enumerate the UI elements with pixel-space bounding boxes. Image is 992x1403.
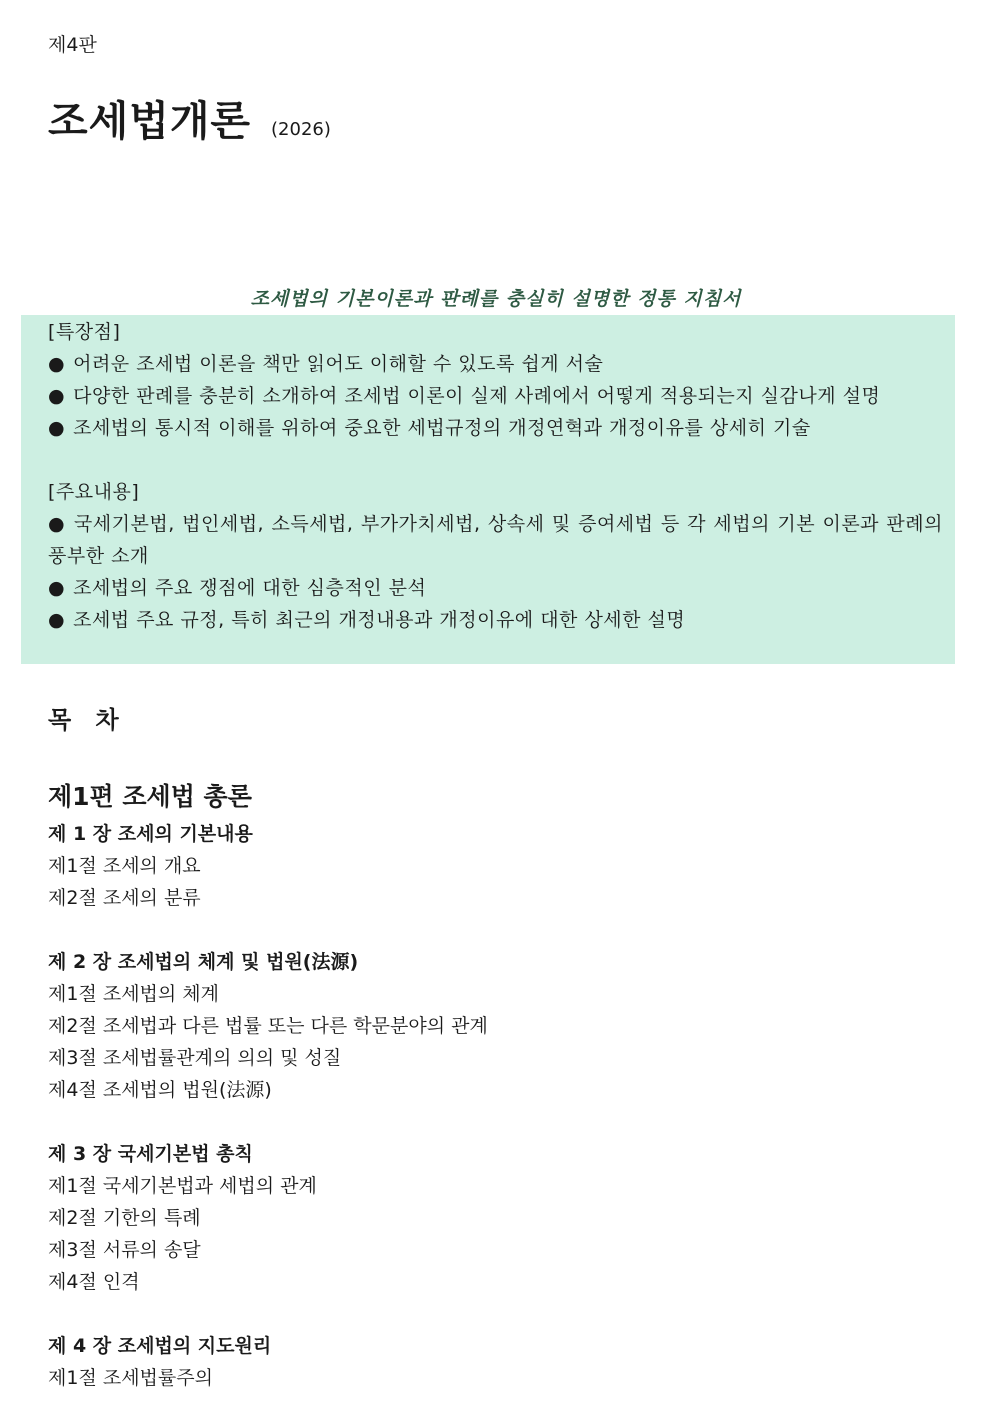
feature-item: ● 다양한 판례를 충분히 소개하여 조세법 이론이 실제 사례에서 어떻게 적용되는지 실감나게 설명	[48, 385, 881, 407]
toc-section: 제4절 조세법의 법원(法源)	[48, 1079, 272, 1101]
toc-section: 제1절 조세의 개요	[48, 855, 201, 877]
book-title: 조세법개론	[48, 97, 252, 145]
bullet-icon: ●	[48, 609, 66, 631]
bullet-icon: ●	[48, 353, 66, 375]
toc-chapter: 제 2 장 조세법의 체계 및 법원(法源)	[48, 951, 359, 973]
table-of-contents	[48, 780, 928, 1394]
bullet-icon: ●	[48, 385, 66, 407]
toc-chapter: 제 1 장 조세의 기본내용	[48, 823, 253, 845]
contents-heading: [주요내용]	[48, 481, 140, 503]
summary-box	[21, 315, 955, 664]
tagline: 조세법의 기본이론과 판례를 충실히 설명한 정통 지침서	[250, 288, 742, 310]
toc-section: 제2절 조세법과 다른 법률 또는 다른 학문분야의 관계	[48, 1015, 488, 1037]
content-item: ● 조세법 주요 규정, 특히 최근의 개정내용과 개정이유에 대한 상세한 설명	[48, 609, 686, 631]
book-year: (2026)	[271, 119, 331, 140]
toc-chapter: 제 4 장 조세법의 지도원리	[48, 1335, 272, 1357]
toc-section: 제3절 조세법률관계의 의의 및 성질	[48, 1047, 342, 1069]
toc-heading: 목 차	[48, 706, 127, 734]
toc-section: 제3절 서류의 송달	[48, 1239, 201, 1261]
title-row	[48, 88, 331, 147]
toc-section: 제1절 국세기본법과 세법의 관계	[48, 1175, 317, 1197]
toc-section: 제1절 조세법률주의	[48, 1367, 213, 1389]
feature-item: ● 조세법의 통시적 이해를 위하여 중요한 세법규정의 개정연혁과 개정이유를 상세히 기술	[48, 417, 811, 439]
content-item: ● 국세기본법, 법인세법, 소득세법, 부가가치세법, 상속세 및 증여세법 등 각 세법의 기본 이론과 판례의 풍부한 소개	[48, 513, 943, 567]
feature-item: ● 어려운 조세법 이론을 책만 읽어도 이해할 수 있도록 쉽게 서술	[48, 353, 604, 375]
toc-section: 제1절 조세법의 체계	[48, 983, 219, 1005]
bullet-icon: ●	[48, 513, 66, 535]
content-item: ● 조세법의 주요 쟁점에 대한 심층적인 분석	[48, 577, 427, 599]
bullet-icon: ●	[48, 417, 66, 439]
toc-chapter: 제 3 장 국세기본법 총칙	[48, 1143, 253, 1165]
toc-section: 제2절 기한의 특례	[48, 1207, 201, 1229]
edition-label: 제4판	[48, 34, 97, 56]
toc-section: 제4절 인격	[48, 1271, 140, 1293]
bullet-icon: ●	[48, 577, 66, 599]
toc-section: 제2절 조세의 분류	[48, 887, 201, 909]
features-heading: [특장점]	[48, 321, 121, 343]
toc-part: 제1편 조세법 총론	[48, 782, 252, 811]
